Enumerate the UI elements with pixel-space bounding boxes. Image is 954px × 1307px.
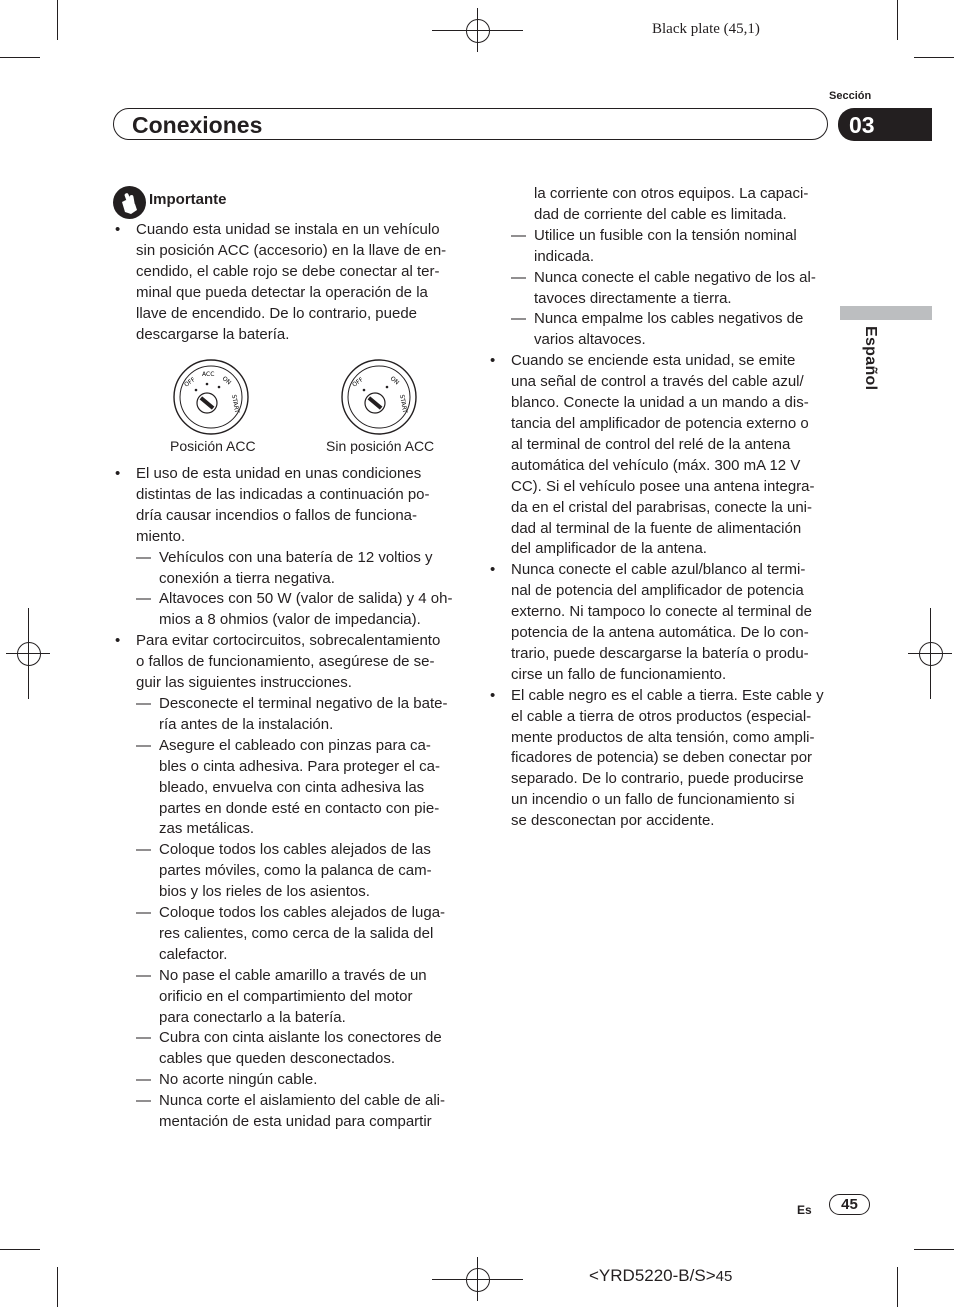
switch-label-on: ON [388,375,401,387]
dash-line: — Asegure el cableado con pinzas para ca- [114,736,459,757]
text-line: mente productos de alta tensión, como ampli- [511,728,815,746]
text-line: dad al terminal de la fuente de alimentación [511,519,802,537]
crop-mark [914,1249,954,1250]
text-line: bles o cinta adhesiva. Para proteger el ca- [159,757,440,775]
text-line: automática del vehículo (máx. 300 mA 12 V [511,456,801,474]
text-line: ría antes de la instalación. [159,715,334,733]
dash-line: — Coloque todos los cables alejados de luga- [114,903,459,924]
page-title: Conexiones [132,112,263,138]
switch-label-acc: ACC [202,371,215,378]
switch-label-start: START [398,394,409,414]
section-title-bar [113,108,828,140]
plate-label: Black plate (45,1) [652,21,760,37]
text-line: una señal de control a través del cable azul/ [511,373,804,391]
lang-code: Es [797,1203,812,1217]
ignition-figure-acc [171,357,251,437]
switch-label-off: OFF [183,376,197,389]
model-code-text: <YRD5220-B/S> [589,1266,716,1285]
text-line: externo. Ni tampoco lo conecte al terminal de [511,603,812,621]
dash-line: — No acorte ningún cable. [114,1070,459,1091]
registration-target [432,1257,523,1301]
bullet-line: • Cuando esta unidad se instala en un vehículo [114,220,459,241]
section-number: 03 [849,112,875,138]
text-line: orificio en el compartimiento del motor [159,987,413,1005]
text-line: cirse un fallo de funcionamiento. [511,665,727,683]
bullet-line: • Nunca conecte el cable azul/blanco al termi- [489,560,834,581]
text-line: tavoces directamente a tierra. [534,289,732,307]
text-line: bleado, envuelva con cinta adhesiva las [159,778,425,796]
text-line: un incendio o un fallo de funcionamiento si [511,791,795,809]
text-line: o fallos de funcionamiento, asegúrese de se- [136,653,435,671]
section-label: Sección [829,90,872,102]
text-line: se desconectan por accidente. [511,812,715,830]
text-line: conexión a tierra negativa. [159,569,335,587]
dash-line: — Nunca conecte el cable negativo de los al- [489,268,834,289]
text-line: ficadores de potencia) se deben conectar por [511,749,813,767]
bullet-line: • Cuando se enciende esta unidad, se emite [489,351,834,372]
text-line: separado. De lo contrario, puede producirse [511,770,804,788]
dash-line: — Nunca corte el aislamiento del cable de ali- [114,1091,459,1112]
text-line: trario, puede descargarse la batería o produ- [511,644,809,662]
text-line: miento. [136,527,186,545]
dash-line: — Cubra con cinta aislante los conectores de [114,1028,459,1049]
text-line: del amplificador de la antena. [511,540,707,558]
switch-label-start: START [230,394,241,414]
bullet-line: • El cable negro es el cable a tierra. Este cable y [489,686,834,707]
text-line: indicada. [534,247,595,265]
text-line: cendido, el cable rojo se debe conectar al ter- [136,262,440,280]
switch-label-off: OFF [351,376,365,389]
page-number: 45 [829,1194,870,1215]
dash-line: — Utilice un fusible con la tensión nominal [489,226,834,247]
text-line: la corriente con otros equipos. La capaci- [534,185,809,202]
crop-mark [897,0,898,40]
text-line: dría causar incendios o fallos de funciona- [136,506,418,524]
dash-line: — Coloque todos los cables alejados de las [114,840,459,861]
crop-mark [57,1267,58,1307]
text-line: descargarse la batería. [136,325,290,343]
text-line: distintas de las indicadas a continuación po- [136,485,430,503]
text-line: CC). Si el vehículo posee una antena integra- [511,477,815,495]
switch-label-on: ON [220,375,233,387]
registration-target [908,608,952,699]
language-tab [840,306,932,320]
text-line: cables que queden desconectados. [159,1050,396,1068]
registration-target [6,608,50,699]
text-line: res calientes, como cerca de la salida del [159,924,434,942]
text-line: guir las siguientes instrucciones. [136,674,352,692]
language-label: Español [862,326,879,391]
model-code-page: 45 [715,1268,733,1285]
crop-mark [0,57,40,58]
left-column-intro [114,220,459,345]
text-line: zas metálicas. [159,820,255,838]
text-line: da en el cristal del parabrisas, conecte la uni- [511,498,812,516]
section-number-tab [838,108,932,141]
text-line: potencia de la antena automática. De lo con- [511,624,809,642]
text-line: blanco. Conecte la unidad a un mando a dis- [511,394,809,412]
text-line: tancia del amplificador de potencia externo o [511,414,809,432]
registration-target [432,8,523,52]
model-code [589,1266,732,1286]
text-line: mios a 8 ohmios (valor de impedancia). [159,611,421,629]
important-hand-icon [113,186,146,219]
bullet-line: • El uso de esta unidad en unas condiciones [114,464,459,485]
crop-mark [914,57,954,58]
text-line: llave de encendido. De lo contrario, puede [136,304,418,322]
text-line: el cable a tierra de otros productos (especial- [511,707,812,725]
text-line: varios altavoces. [534,331,646,349]
right-column-body [489,184,834,832]
left-column-body [114,464,459,1133]
ignition-figure-no-acc [339,357,419,437]
text-line: partes en donde esté en contacto con pie- [159,799,440,817]
crop-mark [0,1249,40,1250]
text-line: dad de corriente del cable es limitada. [534,205,787,223]
text-line: al terminal de control del relé de la antena [511,435,791,453]
dash-line: — No pase el cable amarillo a través de un [114,966,459,987]
dash-line: — Vehículos con una batería de 12 voltios y [114,548,459,569]
dash-line: — Nunca empalme los cables negativos de [489,309,834,330]
dash-line: — Desconecte el terminal negativo de la bate- [114,694,459,715]
text-line: para conectarlo a la batería. [159,1008,346,1026]
crop-mark [57,0,58,40]
text-line: bios y los rieles de los asientos. [159,883,370,901]
caption-acc: Posición ACC [170,438,256,454]
text-line: minal que pueda detectar la operación de la [136,283,428,301]
bullet-line: • Para evitar cortocircuitos, sobrecalentamiento [114,631,459,652]
text-line: partes móviles, como la palanca de cam- [159,862,432,880]
crop-mark [897,1267,898,1307]
text-line: calefactor. [159,945,228,963]
text-line: nal de potencia del amplificador de potencia [511,582,804,600]
dash-line: — Altavoces con 50 W (valor de salida) y 4 oh- [114,589,459,610]
text-line: sin posición ACC (accesorio) en la llave de en- [136,241,447,259]
text-line: mentación de esta unidad para compartir [159,1113,432,1131]
caption-no-acc: Sin posición ACC [326,438,435,454]
important-label: Importante [149,191,227,208]
